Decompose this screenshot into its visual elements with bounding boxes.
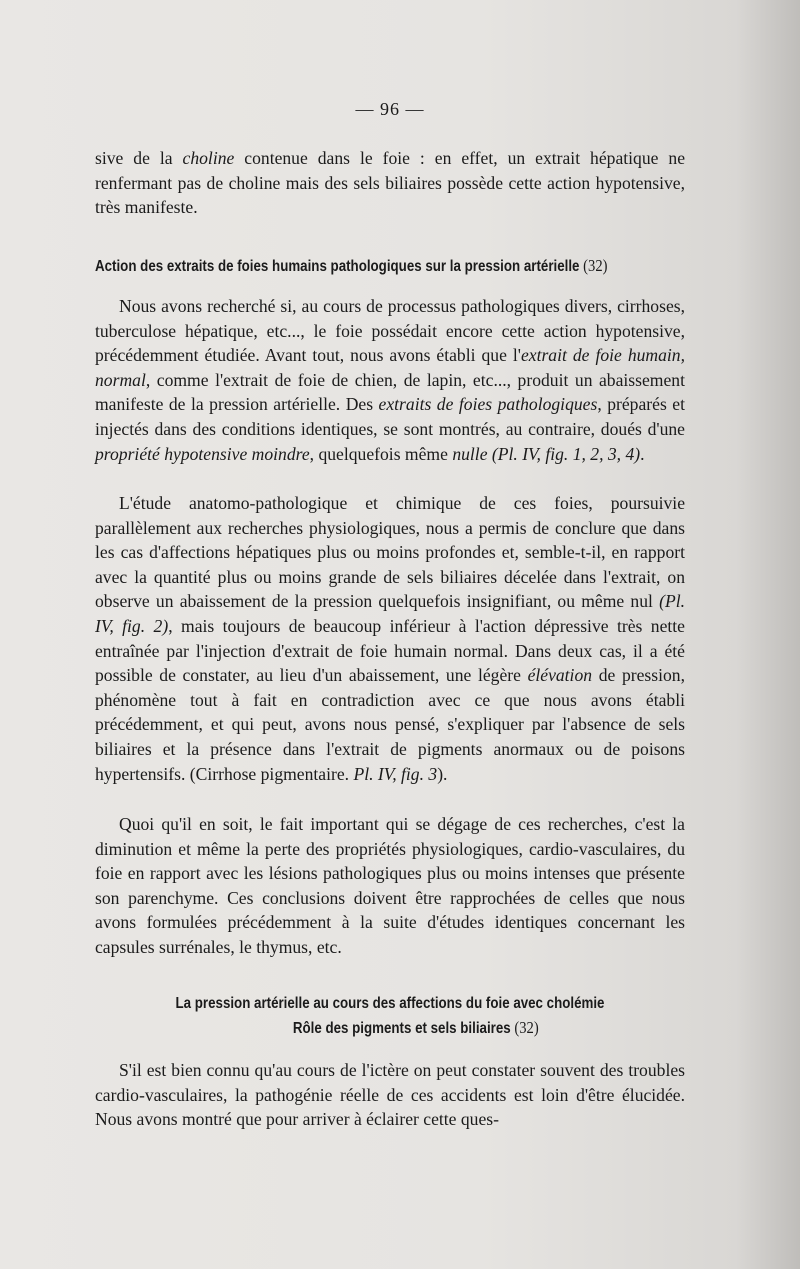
paragraph-2: [95, 294, 685, 466]
heading2-line-2: [136, 1016, 643, 1041]
para1-emphasis-1: choline: [182, 148, 235, 168]
page-number: — 96 —: [355, 99, 425, 119]
paragraph-5: S'il est bien connu qu'au cours de l'ictère on peut constater souvent des troubles cardio-vasculaires, la pathogénie réelle de ces accidents est loin d'être élucidée. Nous avons montré que pour arriver à éclairer cette ques-: [95, 1060, 685, 1130]
section-heading-2: [136, 992, 643, 1041]
para2-text-5: .: [640, 443, 645, 464]
para2-emphasis-2: extraits de foies pathologiques: [378, 394, 598, 415]
heading2-reference: (32): [514, 1018, 539, 1037]
para3-text-1: L'étude anatomo-pathologique et chimique de ces foies, poursuivie parallèlement aux recherches physiologiques, nous a permis de conclure que dans les cas d'affections hépatiques plus ou moins profondes et, semble-t-il, en rapport avec la quantité plus ou moins grande de sels biliaires décelée dans l'extrait, on observe un abaissement de la pression quelquefois insignifiant, ou même nul: [95, 493, 685, 612]
paragraph-3: [95, 491, 685, 786]
para2-emphasis-4: nulle (Pl. IV, fig. 1, 2, 3, 4): [452, 443, 641, 464]
heading2-line-1: La pression artérielle au cours des affections du foie avec cholémie: [175, 995, 605, 1012]
paragraph-1: [95, 146, 685, 220]
para3-text-2: , mais toujours de beaucoup inférieur à l'action dépressive très nette entraînée par l'injection d'extrait de foie humain normal. Dans deux cas, il a été possible de constater, au lieu d'un abaissement, une légère: [95, 615, 685, 686]
para3-emphasis-2: élévation: [527, 665, 593, 686]
heading2-line-2-text: Rôle des pigments et sels biliaires: [292, 1020, 515, 1037]
para3-text-4: ).: [437, 763, 448, 784]
heading1-text: Action des extraits de foies humains pathologiques sur la pression artérielle: [95, 258, 584, 275]
para2-text-4: , quelquefois même: [309, 443, 453, 464]
para2-emphasis-1: extrait de foie humain, normal: [95, 345, 686, 390]
heading1-reference: (32): [583, 256, 608, 275]
para2-emphasis-3: propriété hypotensive moindre: [95, 443, 310, 464]
paragraph-4: Quoi qu'il en soit, le fait important qui se dégage de ces recherches, c'est la diminution et même la perte des propriétés physiologiques, cardio-vasculaires, du foie en rapport avec les lésions pathologiques plus ou moins intenses que présente son parenchyme. Ces conclusions doivent être rapprochées de celles que nous avons formulées précédemment à la suite d'études identiques concernant les capsules surrénales, le thymus, etc.: [95, 814, 685, 957]
para1-text-2: contenue dans le foie : en effet, un extrait hépatique ne renfermant pas de choline mais des sels biliaires possède cette action hypotensive, très manifeste.: [95, 148, 686, 218]
para2-text-2: , comme l'extrait de foie de chien, de lapin, etc..., produit un abaissement manifeste de la pression artérielle. Des: [95, 369, 685, 415]
para2-text-3: , préparés et injectés dans des conditions identiques, se sont montrés, au contraire, doués d'une: [95, 394, 685, 439]
section-heading-1: [95, 254, 608, 279]
para3-text-3: de pression, phénomène tout à fait en contradiction avec ce que nous avons établi précédemment, et qui peut, avons nous pensé, s'expliquer par l'absence de sels biliaires et la présence dans l'extrait de pigments anormaux ou de poisons hypertensifs. (Cirrhose pigmentaire.: [95, 665, 685, 784]
para2-text-1: Nous avons recherché si, au cours de processus pathologiques divers, cirrhoses, tuberculose hépatique, etc..., le foie possédait encore cette action hypotensive, précédemment étudiée. Avant tout, nous avons établi que l': [95, 296, 685, 366]
para3-emphasis-1: (Pl. IV, fig. 2): [95, 591, 685, 636]
para1-text-1: sive de la: [95, 148, 183, 168]
para3-emphasis-3: Pl. IV, fig. 3: [353, 763, 438, 784]
